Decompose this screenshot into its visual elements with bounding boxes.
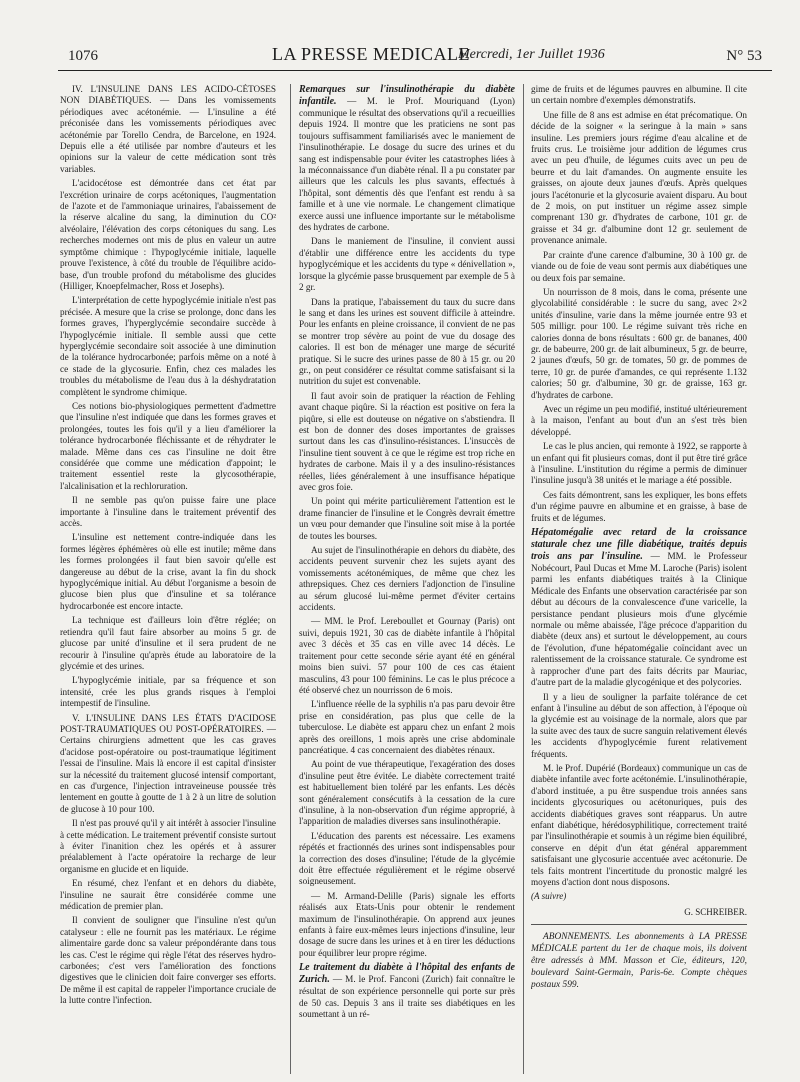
paragraph: — MM. le Professeur Nobécourt, Paul Ducas et Mme M. Laroche (Paris) isolent parmi les enfants diabétiques traités à la Clinique Médicale des Enfants une observation caractérisée par son début au décours de la convalescence d'une varicelle, la persistance pendant plusieurs mois d'une glycémie normale ou même abaissée, l'âge précoce d'apparition du diabète (deux ans) et surtout le développement, au cours de l'évolution, d'une hépatomégalie coïncidant avec un ralentissement de la croissance staturale. Ce syndrome est à rapprocher d'une part des faits décrits par Mauriac, d'autre part de la maladie glycogénique et des polycories. — [531, 551, 747, 688]
paragraph: gime de fruits et de légumes pauvres en albumine. Il cite un certain nombre d'exemples démonstratifs. — [531, 84, 747, 106]
paragraph: Un nourrisson de 8 mois, dans le coma, présente une glycolabilité considérable : le sucre du sang, avec 2×2 unités d'insuline, varie dans la même journée entre 93 et 505 milligr. pour 100. Le régime suivant très riche en calories donna de bons résultats : 600 gr. de bananes, 400 gr. de babeurre, 200 gr. de lait albumineux, 5 gr. de beurre, 2 jaunes d'œufs, 50 gr. de tomates, 50 gr. de pommes de terre, 10 gr. de purée d'amandes, ce qui représente 1.132 calories; 50 gr. d'albumine, 30 gr. de graisse, 163 gr. d'hydrates de carbone. — [531, 286, 747, 400]
paragraph: La technique est d'ailleurs loin d'être réglée; on retiendra qu'il faut faire absorber au moins 5 gr. de glucose par unité d'insuline et il sera prudent de ne recourir à l'insuline qu'après étude au laboratoire de la glycémie et des urines. — [60, 615, 276, 671]
paragraph: L'influence réelle de la syphilis n'a pas paru devoir être prise en considération, pas plus que celle de la tuberculose. Le diabète est apparu chez un enfant 2 mois après des oreillons, 1 mois après une crise abdominale pancréatique. 4 cas concernaient des diabètes rénaux. — [299, 699, 515, 755]
paragraph: Dans le maniement de l'insuline, il convient aussi d'établir une différence entre les accidents du type hypoglycémique et les accidents du type « dénivellation », lorsque la glycémie passe brusquement par exemple de 5 à 2 gr. — [299, 236, 515, 293]
paragraph: L'insuline est nettement contre-indiquée dans les formes légères éphémères où elle est inutile; même dans les formes prolongées il faut bien savoir qu'elle est dangereuse au début de la crise, avant la fin du shock hypoglycémique initial. Au début l'organisme a besoin de glucose bien plus que d'insuline et sa tolérance hydrocarbonée est encore intacte. — [60, 532, 276, 611]
paragraph: Ces faits démontrent, sans les expliquer, les bons effets d'un régime pauvre en albumine et en graisse, à base de fruits et de légumes. — [531, 489, 747, 523]
page-number: 1076 — [68, 48, 98, 64]
paragraph: Au point de vue thérapeutique, l'exagération des doses d'insuline peut être évitée. Le diabète correctement traité est habituellement bien toléré par les enfants. Les décès sont généralement consécutifs à la cessation de la cure d'insuline, à la non-observation d'un régime approprié, à l'apparition de maladies diverses sans insulinothérapie. — [299, 759, 515, 827]
journal-title: LA PRESSE MEDICALE — [272, 44, 471, 64]
paragraph: Il ne semble pas qu'on puisse faire une place importante à l'insuline dans le traitement préventif des accès. — [60, 495, 276, 529]
paragraph: L'hypoglycémie initiale, par sa fréquence et son intensité, crée les plus grands risques à l'emploi intempestif de l'insuline. — [60, 675, 276, 709]
issue-date: Mercredi, 1er Juillet 1936 — [458, 47, 605, 62]
section-heading: Remarques sur l'insulinothérapie du diabète infantile. — [299, 84, 515, 107]
paragraph: En résumé, chez l'enfant et en dehors du diabète, l'insuline ne saurait être considérée comme une médication de premier plan. — [60, 878, 276, 912]
column-3 — [531, 84, 747, 1068]
column-rule — [523, 84, 524, 1074]
issue-number: N° 53 — [726, 48, 762, 64]
paragraph: M. le Prof. Dupérié (Bordeaux) communique un cas de diabète infantile avec forte acétonémie. L'insulinothérapie, d'abord instituée, a pu être suspendue trois années sans incidents glycosuriques ou acétonuriques, puis des accidents diabétiques graves sont réapparus. Un autre enfant diabétique, hérédosyphilitique, correctement traité par l'insulinothérapie et soumis à un régime bien équilibré, conserve en dépit d'un état général apparemment satisfaisant une glycosurie accentuée avec acétonurie. De tels faits montrent l'incertitude du pronostic malgré les moyens d'action dont nous disposons. — [531, 762, 747, 887]
paragraph: — M. le Prof. Fanconi (Zurich) fait connaître le résultat de son expérience personnelle qui porte sur près de 50 cas. Depuis 3 ans il traite ses diabétiques en les soumettant à un ré- — [299, 974, 515, 1020]
paragraph: — M. le Prof. Mouriquand (Lyon) communique le résultat des observations qu'il a recueillies depuis 1924. Il montre que les praticiens ne sont pas toujours suffisamment familiarisés avec le maniement de l'insulinothérapie. Le dosage du sucre des urines et du sang est indispensable pour éviter les catastrophes liées à la méconnaissance d'un diabète rénal. Il a pu constater par ailleurs que les calculs les plus savants, effectués à l'hôpital, sont démentis dès que l'enfant est rendu à sa famille et à une vie normale. Le changement climatique exerce aussi une influence importante sur le métabolisme des hydrates de carbone. — [299, 96, 515, 233]
author-signature: G. SCHREIBER. — [684, 906, 747, 917]
paragraph: Il n'est pas prouvé qu'il y ait intérêt à associer l'insuline à cette médication. Le traitement préventif consiste surtout à éviter l'inanition chez les opérés et à assurer préalablement à l'acte opératoire la recharge de leur organisme en glucide et en liquide. — [60, 818, 276, 874]
paragraph: IV. L'INSULINE DANS LES ACIDO-CÉTOSES NON DIABÉTIQUES. — Dans les vomissements périodiques avec acétonémie. — L'insuline a été préconisée dans les vomissements périodiques avec acétonémie par Torello Cendra, de Barcelone, en 1924. Depuis elle a été utilisée par nombre d'auteurs et les opinions sur la valeur de cette médication sont très variables. — [60, 84, 276, 174]
section-heading: Le traitement du diabète à l'hôpital des enfants de Zurich. — [299, 962, 515, 986]
column-rule — [290, 84, 291, 1074]
paragraph: Avec un régime un peu modifié, institué ultérieurement à la maison, l'enfant au bout d'un an s'est très bien développé. — [531, 403, 747, 437]
continued-note: (A suivre) — [531, 891, 567, 902]
section-heading: Hépatomégalie avec retard de la croissance staturale chez une fille diabétique, traités depuis trois ans par l'insuline. — [531, 527, 747, 563]
paragraph: L'interprétation de cette hypoglycémie initiale n'est pas précisée. A mesure que la crise se prolonge, donc dans les formes graves, l'hyperglycémie secondaire succède à l'hypoglycémie initiale. Il semble aussi que cette hyperglycémie secondaire soit associée à une diminution de la tolérance hydrocarbonée; parfois même on a noté à ce stade de la glycosurie. Enfin, chez ces malades les troubles du métabolisme de l'eau dus à la déshydratation complètent le syndrome chimique. — [60, 295, 276, 397]
divider — [531, 924, 747, 925]
paragraph: Il convient de souligner que l'insuline n'est qu'un catalyseur : elle ne fournit pas les matériaux. Le régime alimentaire garde donc sa valeur prépondérante dans tous les cas. C'est le régime qui règle l'état des réserves hydro-carbonées; c'est vers l'amélioration des fonctions digestives que le clinicien doit faire converger ses efforts. De même il est capital de rappeler l'importance cruciale de la lutte contre l'infection. — [60, 915, 276, 1006]
paragraph: Le cas le plus ancien, qui remonte à 1922, se rapporte à un enfant qui fit plusieurs comas, dont il put être tiré grâce à l'insuline. L'institution du régime a permis de diminuer l'insuline jusqu'à 38 unités et le mariage a été possible. — [531, 441, 747, 486]
subscription-notice: ABONNEMENTS. Les abonnements à LA PRESSE MÉDICALE partent du 1er de chaque mois, ils doivent être adressés à MM. Masson et Cie, éditeurs, 120, boulevard Saint-Germain, Paris-6e. Compte chèques postaux 599. — [531, 932, 747, 991]
paragraph: V. L'INSULINE DANS LES ÉTATS D'ACIDOSE POST-TRAUMATIQUES OU POST-OPÉRATOIRES. — Certains chirurgiens admettent que les cas graves d'acidose post-opératoire ou post-traumatique légitiment l'essai de l'insuline. Mais là encore il est capital d'insister sur la nécessité du traitement glucosé intensif comportant, en cas d'urgence, l'injection intraveineuse poussée très lentement en goutte à goutte de 1 à 2 à un litre de solution de glucose à 10 pour 100. — [60, 712, 276, 814]
paragraph: Une fille de 8 ans est admise en état précomatique. On décide de la soigner « la seringue à la main » sans insuline. Les premiers jours régime d'eau alcaline et de fruits crus. Le troisième jour addition de légumes crus avec un peu d'huile, de légumes cuits avec un peu de beurre et du lait d'amandes. On augmente ensuite les graisses, on ajoute deux jaunes d'œufs. Après quelques jours l'acétonurie et la glycosurie avaient disparu. Au bout de 2 mois, on put instituer un régime assez simple comprenant 130 gr. d'hydrates de carbone, 101 gr. de graisse et 34 gr. d'albumine dont 12 gr. seulement de provenance animale. — [531, 109, 747, 246]
paragraph: Il faut avoir soin de pratiquer la réaction de Fehling avant chaque piqûre. Si la réaction est positive on fera la piqûre, si elle est douteuse on négative on s'abstiendra. Il est bon de donner des doses importantes de graisses surtout dans les cas d'insulino-résistances. L'insuccès de l'insuline tient souvent à ce que le régime est trop riche en hydrates de carbone. Mais il y a des insulino-résistances réelles, liées généralement à une insuffisance hépatique avec gros foie. — [299, 390, 515, 492]
paragraph: Il y a lieu de souligner la parfaite tolérance de cet enfant à l'insuline au début de son affection, à l'époque où la glycémie est au voisinage de la normale, alors que par la suite avec des taux de sucre sanguin relativement élevés les accidents d'hypoglycémie furent relativement fréquents. — [531, 691, 747, 759]
column-2 — [299, 84, 515, 1068]
paragraph: Ces notions bio-physiologiques permettent d'admettre que l'insuline n'est indiquée que dans les formes graves et prolongées, toutes les fois qu'il y a lieu d'améliorer la tolérance hydrocarbonée fléchissante et de réhydrater le malade. Même dans ces cas l'insuline ne doit être considérée que comme une médication d'appoint; le traitement essentiel reste la glycosothérapie, l'alcalinisation et la rechloruration. — [60, 400, 276, 491]
page-header — [58, 44, 772, 71]
column-1 — [60, 84, 276, 1068]
paragraph: Un point qui mérite particulièrement l'attention est le drame financier de l'insuline et le Congrès devrait émettre un vœu pour demander que l'insuline soit mise à la portée de toutes les bourses. — [299, 496, 515, 541]
paragraph: — MM. le Prof. Lereboullet et Gournay (Paris) ont suivi, depuis 1921, 30 cas de diabète infantile à l'hôpital avec 3 décès et 35 cas en ville avec 14 décès. Le traitement pour cette seconde série ayant été en général moins bien suivi. 57 pour 100 de ces cas étaient masculins, 43 pour 100 féminins. Le cas le plus précoce a été observé chez un nourrisson de 6 mois. — [299, 616, 515, 695]
paragraph: L'acidocétose est démontrée dans cet état par l'excrétion urinaire de corps acétoniques, l'augmentation de l'azote et de l'ammoniaque urinaires, l'abaissement de la réserve alcaline du sang, la diminution du CO² alvéolaire, l'élévation des corps cétoniques du sang. Les recherches modernes ont mis de plus en valeur un autre symptôme chimique : l'hypoglycémie initiale, laquelle prouve l'existence, à côté du trouble de l'équilibre acido-base, d'un trouble profond du métabolisme des glucides (Hilliger, Knoepfelmacher, Ross et Josephs). — [60, 178, 276, 291]
paragraph: Au sujet de l'insulinothérapie en dehors du diabète, des accidents peuvent survenir chez les sujets ayant des vomissements acétonémiques, de même que chez les athrepsiques. Chez ces derniers l'adjonction de l'insuline au sérum glucosé lui-même permet d'éviter certains accidents. — [299, 545, 515, 613]
paragraph: L'éducation des parents est nécessaire. Les examens répétés et fractionnés des urines sont indispensables pour la correction des doses d'insuline; l'étude de la glycémie doit être effectuée régulièrement et le régime observé soigneusement. — [299, 830, 515, 887]
paragraph: — M. Armand-Delille (Paris) signale les efforts réalisés aux Etats-Unis pour obtenir le rendement maximum de l'insulinothérapie. On apprend aux jeunes enfants à faire eux-mêmes leurs injections d'insuline, leur dosage de sucre dans les urines et à en tirer les déductions pour équilibrer leur propre régime. — [299, 890, 515, 958]
paragraph: Par crainte d'une carence d'albumine, 30 à 100 gr. de viande ou de foie de veau sont permis aux diabétiques une ou deux fois par semaine. — [531, 249, 747, 283]
paragraph: Dans la pratique, l'abaissement du taux du sucre dans le sang et dans les urines est souvent difficile à atteindre. Pour les enfants en pleine croissance, il convient de ne pas se montrer trop sévère au point de vue du dosage des calories. Il est bon de ménager une marge de sécurité pratique. Si le sucre des urines passe de 80 à 15 gr. ou 20 gr., on peut considérer ce résultat comme satisfaisant si la nutrition du sujet est convenable. — [299, 296, 515, 387]
